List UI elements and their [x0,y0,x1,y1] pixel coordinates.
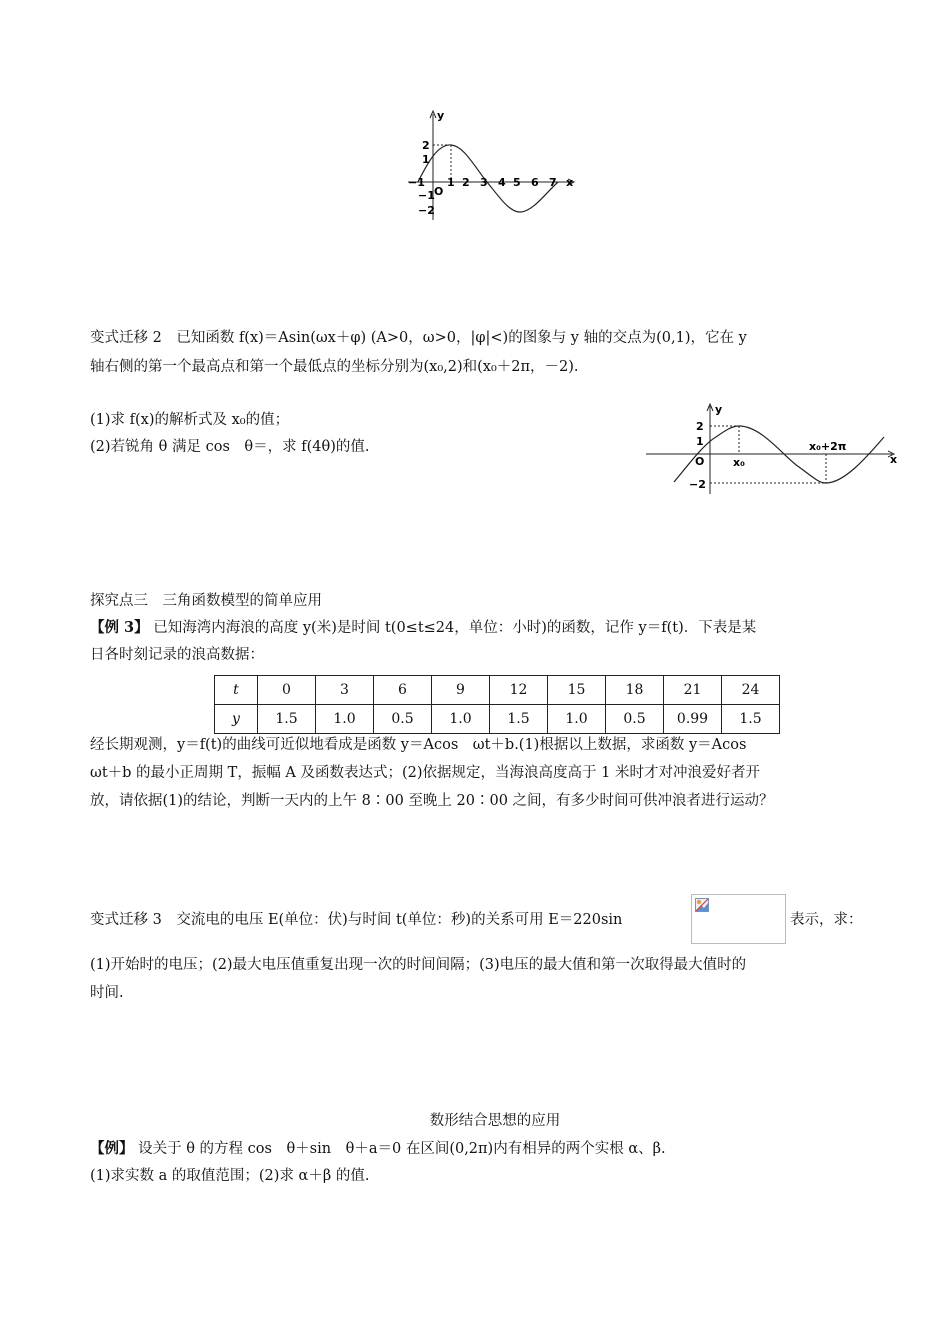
table-row-t [215,676,780,705]
table-header-y: y [215,705,258,734]
table-cell: 0.99 [664,705,722,734]
x0-plus-2pi-label: x₀+2π [809,440,847,453]
table-cell: 1.0 [432,705,490,734]
variant2-question2: (2)若锐角 θ 满足 cos θ＝，求 f(4θ)的值. [90,439,370,455]
y-tick-1: 1 [696,435,704,448]
example3-line1 [90,618,756,638]
table-cell: 0.5 [374,705,432,734]
table-cell: 6 [374,676,432,705]
broken-image-icon [695,898,709,912]
y-tick-2: 2 [422,139,430,152]
table-cell: 24 [722,676,780,705]
variant3-line1: 变式迁移 3 交流电的电压 E(单位：伏)与时间 t(单位：秒)的关系可用 E＝220sin [90,912,623,928]
x-axis-label: x [890,453,898,466]
table-cell: 3 [316,676,374,705]
final-title: 数形结合思想的应用 [429,1113,561,1129]
y-tick-2: 2 [696,420,704,433]
variant3-line2: (1)开始时的电压；(2)最大电压值重复出现一次的时间间隔；(3)电压的最大值和第一次取得最大值时的 [90,957,747,973]
table-cell: 18 [606,676,664,705]
example3-line2: 日各时刻记录的浪高数据： [90,647,264,663]
sine-graph-1 [400,108,590,224]
table-cell: 15 [548,676,606,705]
table-cell: 0 [258,676,316,705]
example3-text: 已知海湾内海浪的高度 y(米)是时间 t(0≤t≤24，单位：小时)的函数，记作 y＝f(t)．下表是某 [153,620,757,636]
x-axis-label: x [566,176,574,189]
table-cell: 0.5 [606,705,664,734]
final-line2: (1)求实数 a 的取值范围；(2)求 α＋β 的值. [90,1168,370,1184]
x-tick-1: 1 [447,176,455,189]
table-row-y [215,705,780,734]
example3-tag: 【例 3】 [90,619,149,636]
variant3-line3: 时间. [90,985,124,1001]
y-axis-label: y [715,403,723,416]
y-axis-label: y [437,109,445,122]
x-tick-3: 3 [480,176,488,189]
example3-after2: ωt＋b 的最小正周期 T，振幅 A 及函数表达式；(2)依据规定，当海浪高度高于 1 米时才对冲浪爱好者开 [90,765,760,781]
table-cell: 1.5 [258,705,316,734]
variant3-line1-end: 表示，求： [790,912,863,928]
variant2-line1: 变式迁移 2 已知函数 f(x)＝Asin(ωx＋φ) (A>0，ω>0，|φ|<)的图象与 y 轴的交点为(0,1)，它在 y [90,330,747,346]
final-example-tag: 【例】 [90,1140,134,1157]
x-tick-5: 5 [513,176,521,189]
final-line1 [90,1139,666,1159]
x-tick-m1: −1 [408,176,425,189]
origin-label: O [695,455,705,468]
variant2-line2: 轴右侧的第一个最高点和第一个最低点的坐标分别为(x₀,2)和(x₀＋2π，－2). [90,359,579,375]
broken-image-placeholder [691,894,786,944]
table-cell: 9 [432,676,490,705]
section3-title: 探究点三 三角函数模型的简单应用 [90,593,322,609]
x-tick-7: 7 [549,176,557,189]
y-tick-m1: −1 [418,189,435,202]
table-cell: 1.5 [490,705,548,734]
table-cell: 1.0 [548,705,606,734]
sine-graph-2 [644,402,900,496]
y-tick-m2: −2 [418,204,435,217]
y-tick-1: 1 [422,153,430,166]
x0-label: x₀ [733,456,745,469]
final-example-text: 设关于 θ 的方程 cos θ＋sin θ＋a＝0 在区间(0,2π)内有相异的两个实根 α、β. [138,1141,666,1157]
x-tick-2: 2 [462,176,470,189]
table-cell: 12 [490,676,548,705]
table-cell: 1.5 [722,705,780,734]
variant2-question1: (1)求 f(x)的解析式及 x₀的值； [90,412,290,428]
x-tick-4: 4 [498,176,506,189]
wave-height-table [214,675,780,734]
table-header-t: t [215,676,258,705]
y-tick-m2: −2 [689,478,706,491]
table-cell: 1.0 [316,705,374,734]
x-tick-6: 6 [531,176,539,189]
table-cell: 21 [664,676,722,705]
example3-after1: 经长期观测，y＝f(t)的曲线可近似地看成是函数 y＝Acos ωt＋b.(1)根据以上数据，求函数 y＝Acos [90,737,747,753]
origin-label: O [434,185,444,198]
example3-after3: 放，请依据(1)的结论，判断一天内的上午 8∶00 至晚上 20∶00 之间，有多少时间可供冲浪者进行运动？ [90,793,774,809]
